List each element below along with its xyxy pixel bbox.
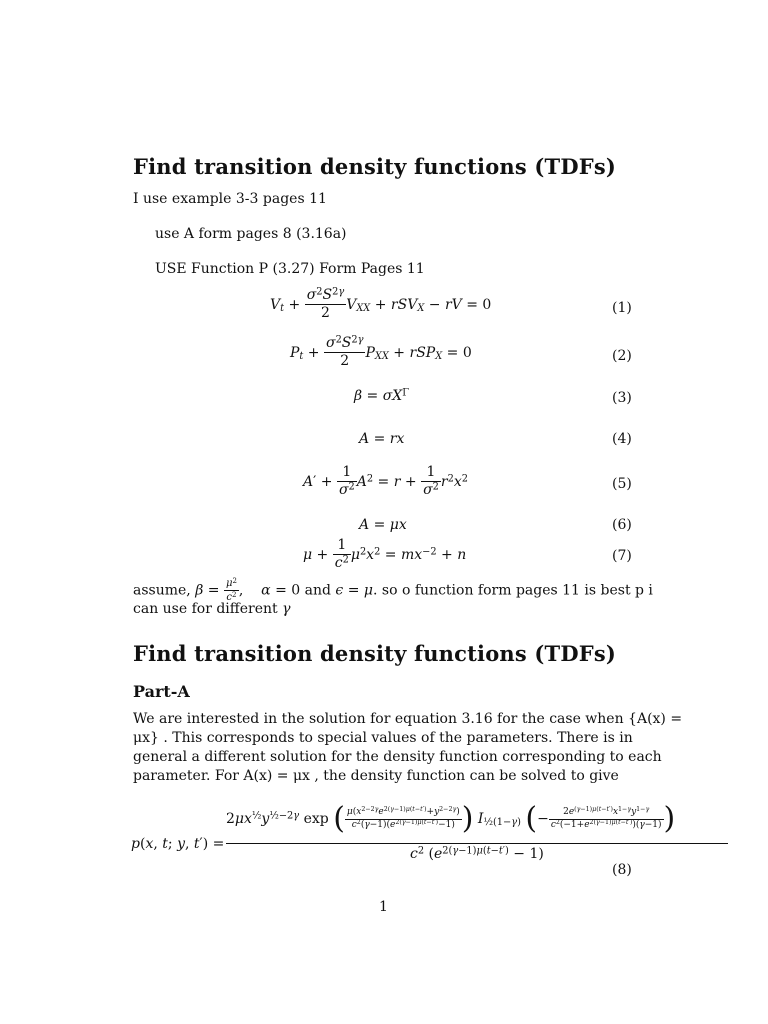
section-title-2: Find transition density functions (TDFs) — [133, 641, 617, 666]
equation-8-denominator: $c^2$ $(e^{2(\gamma-1)\mu(t-t')} - 1)$ — [410, 845, 544, 862]
para-line-2: μx} . This corresponds to special values of the parameters. There is in — [133, 730, 633, 746]
para-line-3: general a different solution for the density function corresponding to each — [133, 749, 662, 765]
assume-line-2-text: can use for different — [133, 601, 278, 617]
equation-5: A′ + $\frac{1}{\sigma^2}$ $A^2 = r$ + $\frac{1}{\sigma^2}$ $r^2x^2$ (5) — [303, 464, 632, 499]
assume-line-1: assume, β = $\frac{\mu^2}{c^2}$ , α = 0 and ϵ = μ. so o function form pages 11 is best p i — [133, 576, 653, 603]
equation-number: (6) — [612, 517, 632, 533]
equation-8-lhs: p(x, t; y, t′) = — [131, 836, 225, 852]
part-a-heading: Part-A — [133, 682, 190, 701]
equation-4: A = rx (4) — [359, 431, 632, 447]
equation-8-fraction-bar — [226, 843, 728, 844]
intro-line-3: USE Function P (3.27) Form Pages 11 — [155, 261, 425, 277]
equation-number: (7) — [612, 548, 632, 564]
equation-3: $\beta = \sigma X^\Gamma$ (3) — [354, 387, 632, 406]
equation-number: (4) — [612, 431, 632, 447]
assume-line-2: can use for different γ — [133, 601, 291, 617]
equation-6: A = μx (6) — [359, 517, 632, 533]
equation-number: (2) — [612, 348, 632, 364]
equation-number: (1) — [612, 300, 632, 316]
section-title-1: Find transition density functions (TDFs) — [133, 154, 617, 179]
equation-8-numerator: $2\mu x^{\frac{1}{2}}y^{\frac{1}{2}-2\gamma}$ exp ( $\frac{\mu(x^{2-2\gamma}e^{2(\gamma-1)\mu(t-t')}+y^{2-2\gamma})}{c^2(\gamma-1)(e^{2(\gamma-1)\mu(t-t')}-1)}$ ) $I_{\frac{1}{2}(1-\gamma)}$ (− $\frac{2e^{(\gamma-1)\mu(t-t')}x^{1-\gamma}y^{1-\gamma}}{c^2(-1+e^{2(\gamma-1)\mu(t-t')})(\gamma-1)}$ ) — [226, 801, 676, 836]
intro-line-2: use A form pages 8 (3.16a) — [155, 226, 347, 242]
equation-7: μ + $\frac{1}{c^2}$ $\mu^2x^2 = mx^{-2} + n$ (7) — [303, 537, 632, 572]
equation-1: $V_t$ + $\frac{\sigma^2S^{2\gamma}}{2}$ $V_{XX} + rSV_X$ − rV = 0 (1) — [270, 286, 632, 322]
page-number: 1 — [379, 899, 388, 915]
equation-number: (8) — [612, 862, 632, 878]
assume-middle: = 0 and — [275, 582, 331, 599]
equation-number: (5) — [612, 476, 632, 492]
assume-suffix: so o function form pages 11 is best p i — [381, 582, 653, 599]
para-line-1: We are interested in the solution for equation 3.16 for the case when {A(x) = — [133, 711, 683, 727]
equation-number: (3) — [612, 390, 632, 406]
assume-prefix: assume, — [133, 582, 191, 599]
equation-2: $P_t$ + $\frac{\sigma^2S^{2\gamma}}{2}$ $P_{XX} + rSP_X = 0$ (2) — [290, 334, 632, 370]
para-line-4: parameter. For A(x) = μx , the density function can be solved to give — [133, 768, 619, 784]
intro-line-1: I use example 3-3 pages 11 — [133, 191, 327, 207]
